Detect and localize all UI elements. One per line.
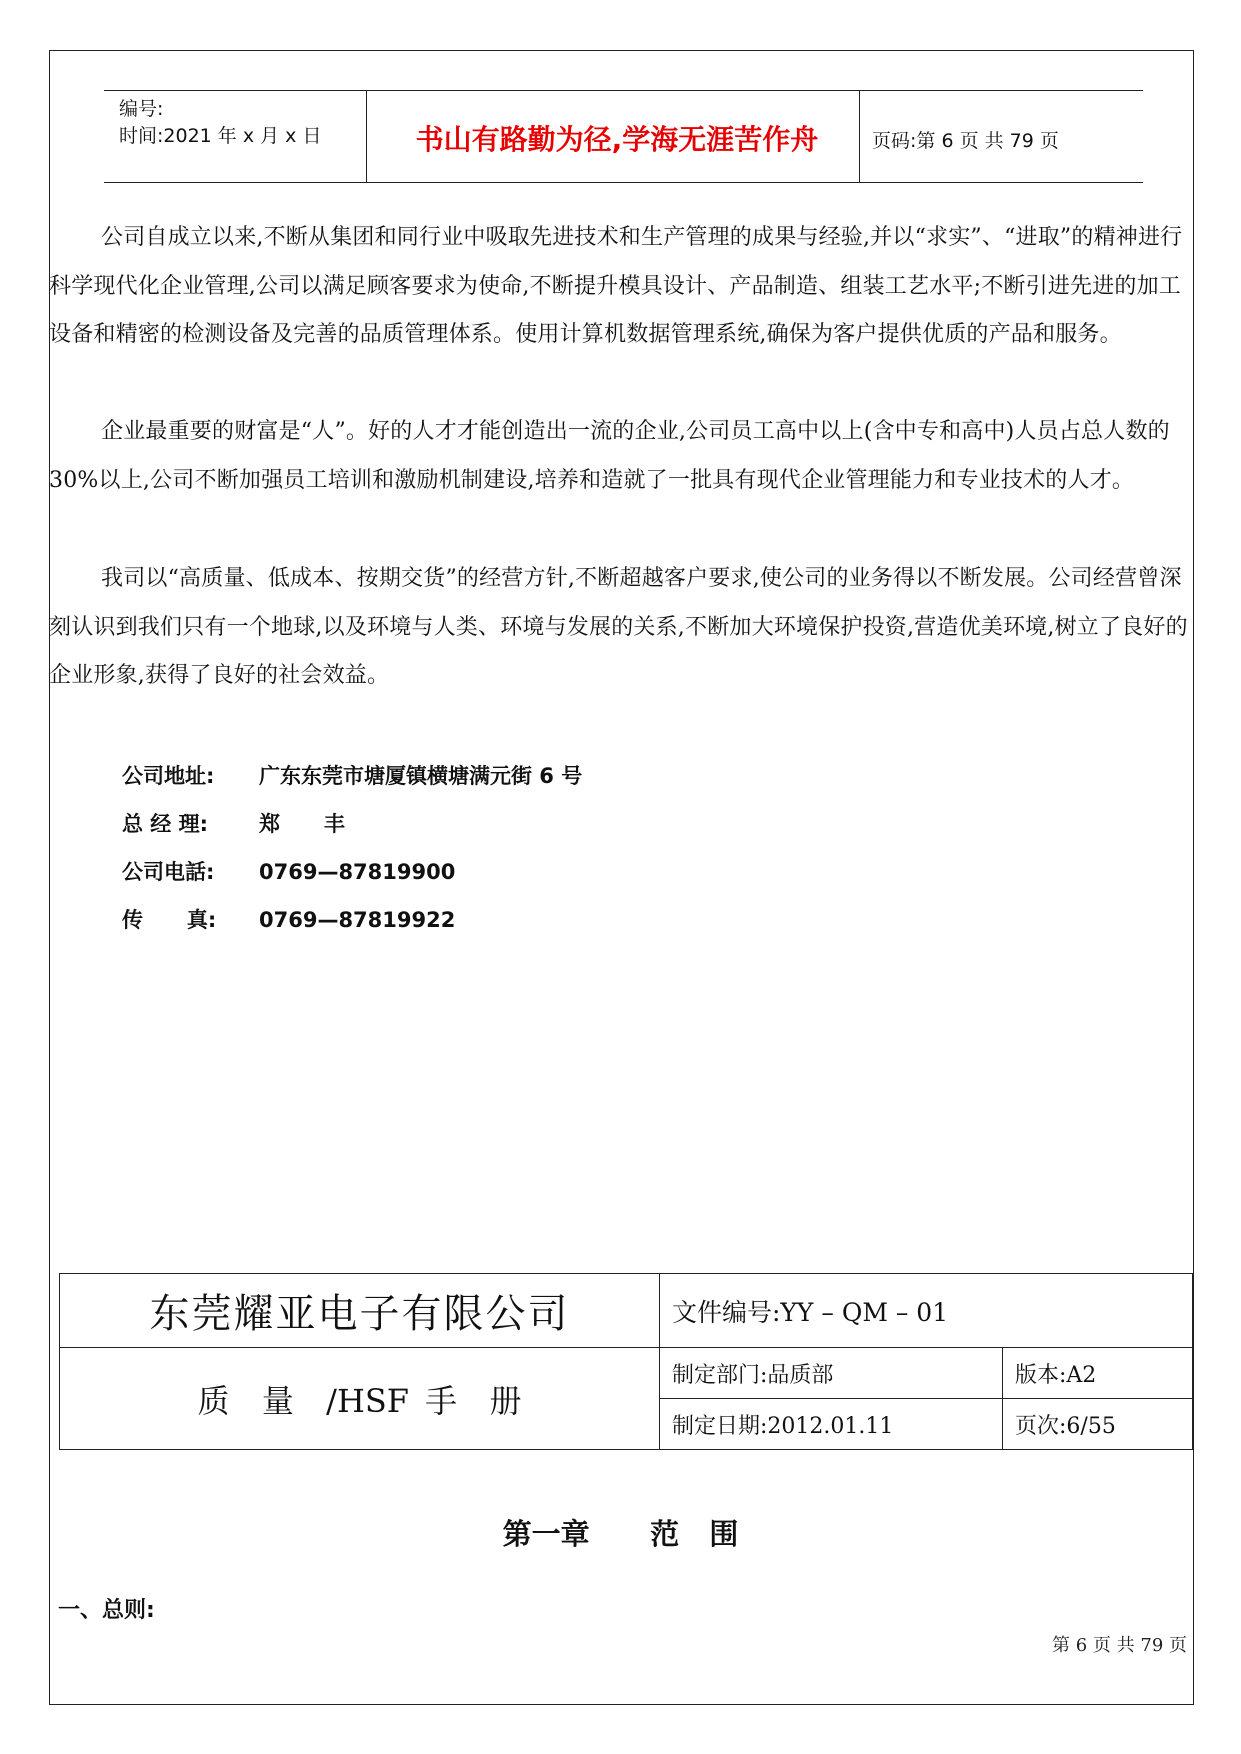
- contact-phone: [122, 856, 455, 886]
- contact-manager-label: 总 经 理:: [122, 812, 209, 836]
- header-time-label: 时间:2021 年 x 月 x 日: [119, 125, 322, 147]
- manual-title: 质 量 /HSF 手 册: [60, 1348, 660, 1450]
- version: 版本:A2: [1003, 1348, 1193, 1399]
- contact-manager-value: 郑 丰: [259, 812, 345, 836]
- company-name: 东莞耀亚电子有限公司: [60, 1274, 660, 1348]
- paragraph-people: 企业最重要的财富是“人”。好的人才才能创造出一流的企业,公司员工高中以上(含中专和高中)人员占总人数的 30%以上,公司不断加强员工培训和激励机制建设,培养和造就了一批具有现代企业管理能力和专业技术的人才。: [49, 419, 1170, 493]
- paragraph-intro: 公司自成立以来,不断从集团和同行业中吸取先进技术和生产管理的成果与经验,并以“求实”、“进取”的精神进行科学现代化企业管理,公司以满足顾客要求为使命,不断提升模具设计、产品制造、组装工艺水平;不断引进先进的加工设备和精密的检测设备及完善的品质管理体系。使用计算机数据管理系统,确保为客户提供优质的产品和服务。: [49, 225, 1183, 347]
- contact-address-value: 广东东莞市塘厦镇横塘满元街 6 号: [259, 764, 583, 788]
- header-bottom-rule: [104, 182, 1143, 183]
- header-divider-left: [366, 90, 367, 183]
- paragraph-policy: 我司以“高质量、低成本、按期交货”的经营方针,不断超越客户要求,使公司的业务得以不断发展。公司经营曾深刻认识到我们只有一个地球,以及环境与人类、环境与发展的关系,不断加大环境保护投资,营造优美环境,树立了良好的企业形象,获得了良好的社会效益。: [49, 566, 1188, 688]
- contact-fax-value: 0769—87819922: [259, 908, 456, 932]
- section-title: 一、总则:: [58, 1598, 155, 1623]
- contact-address: [122, 760, 582, 790]
- contact-phone-value: 0769—87819900: [259, 860, 456, 884]
- page-count: 页次:6/55: [1003, 1399, 1193, 1450]
- page-footer: 第 6 页 共 79 页: [1052, 1635, 1187, 1656]
- issuing-department: 制定部门:品质部: [660, 1348, 1003, 1399]
- contact-address-label: 公司地址:: [122, 764, 215, 788]
- contact-phone-label: 公司电話:: [122, 860, 215, 884]
- chapter-title: 第一章 范 围: [502, 1517, 739, 1551]
- header-page-info: 页码:第 6 页 共 79 页: [872, 130, 1059, 152]
- document-number: 文件编号:YY – QM – 01: [660, 1274, 1193, 1348]
- document-info-table: [59, 1273, 1193, 1450]
- contact-fax: [122, 904, 455, 934]
- issue-date: 制定日期:2012.01.11: [660, 1399, 1003, 1450]
- contact-fax-label: 传 真:: [122, 908, 217, 932]
- header-motto: 书山有路勤为径,学海无涯苦作舟: [415, 123, 819, 156]
- header-number-label: 编号:: [119, 98, 164, 120]
- contact-manager: [122, 808, 345, 838]
- header-top-rule: [104, 90, 1143, 91]
